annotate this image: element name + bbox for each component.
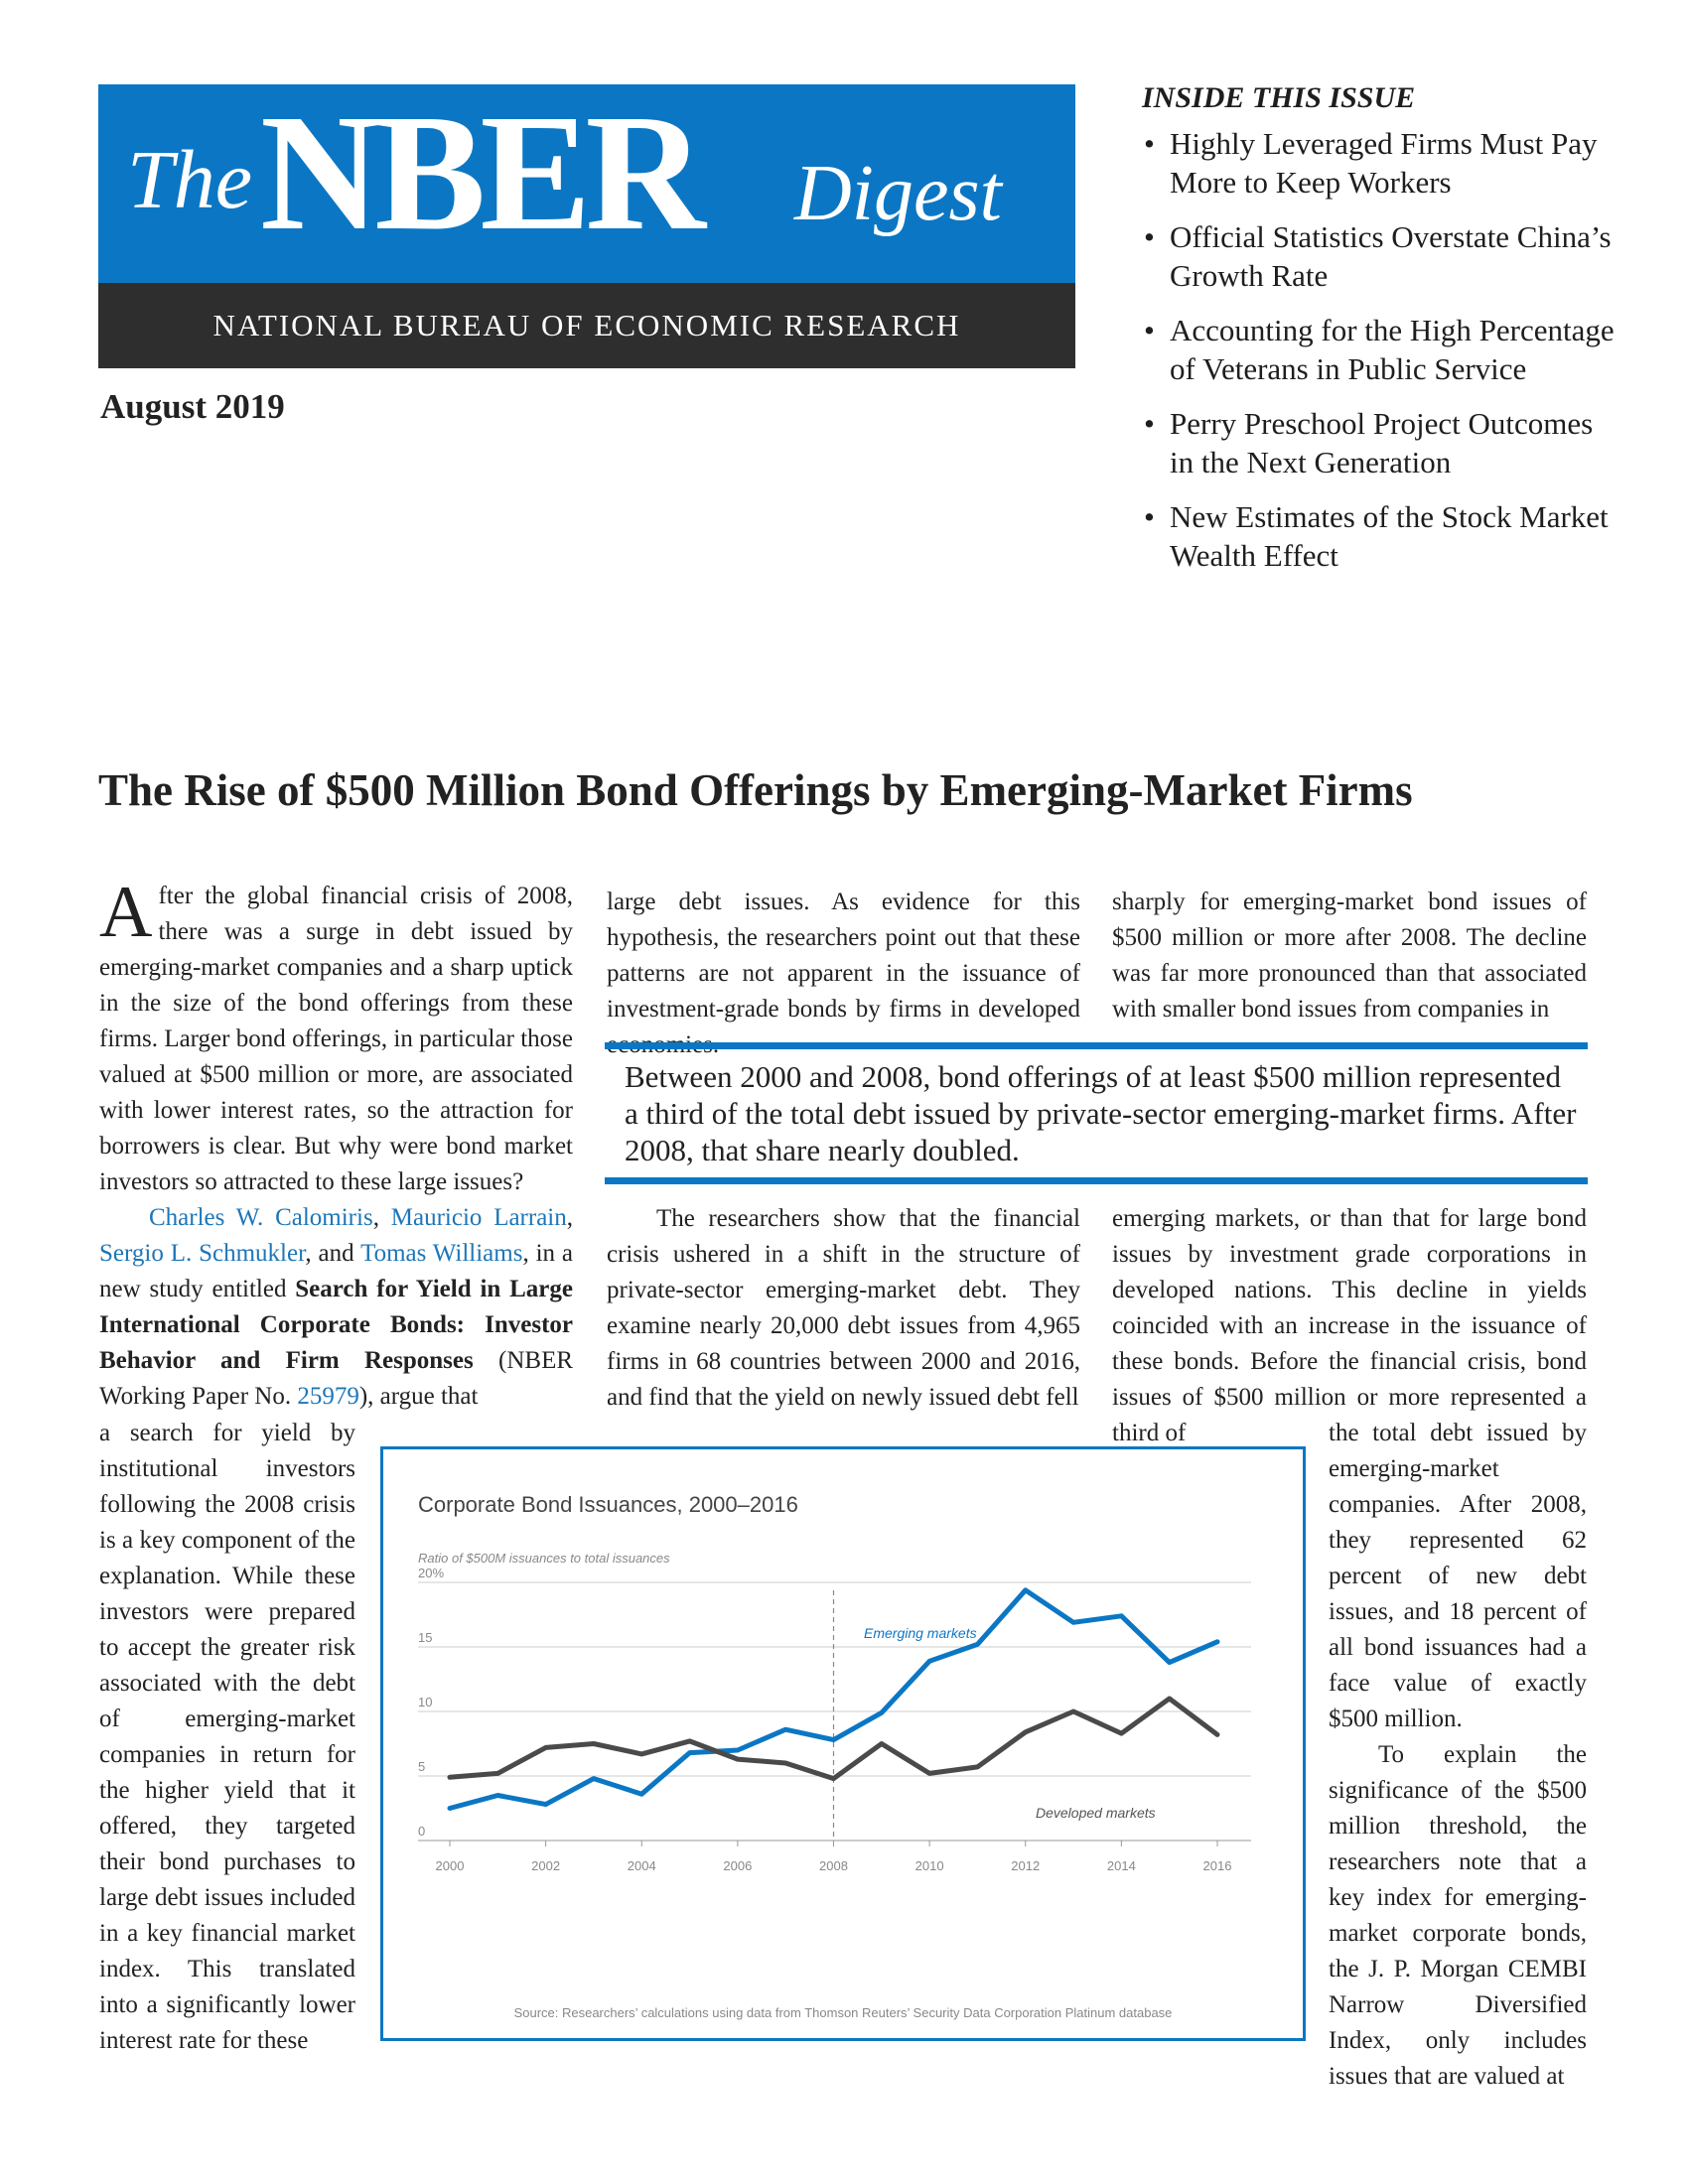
y-tick-label: 0 <box>418 1824 426 1839</box>
bullet-icon <box>1144 217 1170 256</box>
masthead-digest: Digest <box>794 150 1002 237</box>
column-1-top <box>99 872 574 1415</box>
pullquote-rule-top <box>605 1042 1588 1049</box>
chart-ylabel: Ratio of $500M issuances to total issuances <box>418 1551 670 1566</box>
y-tick-label: 20% <box>418 1566 445 1580</box>
column-3-bottom: emerging markets, or than that for large bond issues by investment grade corporations in developed nations. This decline in yields coincided with an increase in the issuance of these bonds. Before the financial crisis, bond issues of $500 million or more represented a third of <box>1112 1205 1587 1446</box>
x-tick-label: 2010 <box>914 1858 944 1873</box>
study-title: Search for Yield in Large International Corporate Bonds: Investor Behavior and Firm Responses <box>99 1276 573 1374</box>
chart-yticks <box>418 1566 444 1839</box>
series-label-developed: Developed markets <box>1036 1805 1156 1821</box>
author-link[interactable]: Charles W. Calomiris <box>149 1204 373 1231</box>
bullet-icon <box>1144 124 1170 163</box>
bond-issuance-chart <box>380 1446 1306 2041</box>
inside-issue-item[interactable]: •Accounting for the High Percentage of Veterans in Public Service <box>1144 311 1620 388</box>
drop-cap: A <box>99 872 153 953</box>
column-1-narrow: a search for yield by institutional investors following the 2008 crisis is a key component of the explanation. While these investors were prepared to accept the greater risk associated with the debt of emerging-market companies in return for the higher yield that it offered, they targeted their bond purchases to large debt issues included in a key financial market index. This translated into a significantly lower interest rate for these <box>99 1420 355 2054</box>
x-tick-label: 2000 <box>435 1858 465 1873</box>
paragraph: the total debt issued by emerging-market companies. After 2008, they represented 62 percent of new debt issues, and 18 percent of all bond issuances had a face value of exactly $500 million. <box>1329 1420 1587 1732</box>
pullquote: Between 2000 and 2008, bond offerings of at least $500 million represented a third of the total debt issued by private-sector emerging-market firms. After 2008, that share nearly doubled. <box>625 1059 1577 1167</box>
pullquote-rule-bottom <box>605 1177 1588 1184</box>
masthead-the: The <box>127 134 252 226</box>
y-tick-label: 15 <box>418 1630 433 1645</box>
x-tick-label: 2004 <box>627 1858 656 1873</box>
bullet-icon <box>1144 497 1170 536</box>
x-tick-label: 2016 <box>1202 1858 1232 1873</box>
series-label-emerging: Emerging markets <box>864 1625 977 1641</box>
inside-issue-item[interactable]: •Highly Leveraged Firms Must Pay More to Keep Workers <box>1144 124 1620 202</box>
column-2-top: large debt issues. As evidence for this hypothesis, the researchers point out that these patterns are not apparent in the issuance of investment-grade bonds by firms in developed <box>607 888 1080 1023</box>
x-tick-label: 2006 <box>723 1858 753 1873</box>
inside-issue-item[interactable]: •Perry Preschool Project Outcomes in the Next Generation <box>1144 404 1620 481</box>
author-link[interactable]: Sergio L. Schmukler <box>99 1240 306 1267</box>
column-2-bottom: The researchers show that the financial crisis ushered in a shift in the structure of private-sector emerging-market debt. They examine nearly 20,000 debt issues from 4,965 firms in 68 countries between 2000 and 2016, and find that the yield on newly issued debt fell <box>607 1205 1080 1411</box>
working-paper-link[interactable]: 25979 <box>297 1383 359 1410</box>
inside-issue-list <box>1144 124 1620 591</box>
chart-source: Source: Researchers’ calculations using data from Thomson Reuters’ Security Data Corporation Platinum database <box>513 2005 1173 2020</box>
paragraph: To explain the significance of the $500 million threshold, the researchers note that a key index for emerging-market corporate bonds, the J. P. Morgan CEMBI Narrow Diversified Index, only includes issues that are valued at <box>1329 1741 1587 2090</box>
issue-date: August 2019 <box>100 387 285 426</box>
x-tick-label: 2012 <box>1011 1858 1041 1873</box>
masthead-organization: NATIONAL BUREAU OF ECONOMIC RESEARCH <box>98 283 1075 368</box>
bullet-icon <box>1144 404 1170 443</box>
masthead-nber-logo: NBER <box>260 80 700 265</box>
column-3-top: sharply for emerging-market bond issues of $500 million or more after 2008. The decline was far more pronounced than that associated with smaller bond issues from companies in <box>1112 888 1587 1023</box>
author-link[interactable]: Tomas Williams <box>360 1240 523 1267</box>
inside-issue-item[interactable]: •New Estimates of the Stock Market Wealth Effect <box>1144 497 1620 575</box>
x-tick-label: 2008 <box>819 1858 848 1873</box>
authors-paragraph: Charles W. Calomiris, Mauricio Larrain, Sergio L. Schmukler, and Tomas Williams, in a new study entitled Search for Yield in Large International Corporate Bonds: Investor Behavior and Firm Responses (NBER Working Paper No. 25979), argue that <box>99 1204 574 1410</box>
article-headline: The Rise of $500 Million Bond Offerings by Emerging-Market Firms <box>98 765 1413 815</box>
y-tick-label: 5 <box>418 1759 426 1774</box>
bullet-icon <box>1144 311 1170 349</box>
column-3-narrow <box>1329 1416 1587 2095</box>
x-tick-label: 2014 <box>1106 1858 1136 1873</box>
chart-xticks <box>436 1841 1232 1873</box>
inside-issue-item[interactable]: •Official Statistics Overstate China’s Growth Rate <box>1144 217 1620 295</box>
intro-paragraph: After the global financial crisis of 2008, there was a surge in debt issued by emerging-market companies and a sharp uptick in the size of the bond offerings from these firms. Larger bond offerings, in particular those valued at $500 million or more, are associated with lower interest rates, so the attraction for borrowers is clear. But why were bond market investors so attracted to these large issues? <box>99 872 573 1195</box>
chart-title: Corporate Bond Issuances, 2000–2016 <box>418 1492 798 1517</box>
x-tick-label: 2002 <box>531 1858 561 1873</box>
author-link[interactable]: Mauricio Larrain <box>390 1204 567 1231</box>
inside-issue-title: INSIDE THIS ISSUE <box>1142 81 1416 114</box>
y-tick-label: 10 <box>418 1695 433 1709</box>
